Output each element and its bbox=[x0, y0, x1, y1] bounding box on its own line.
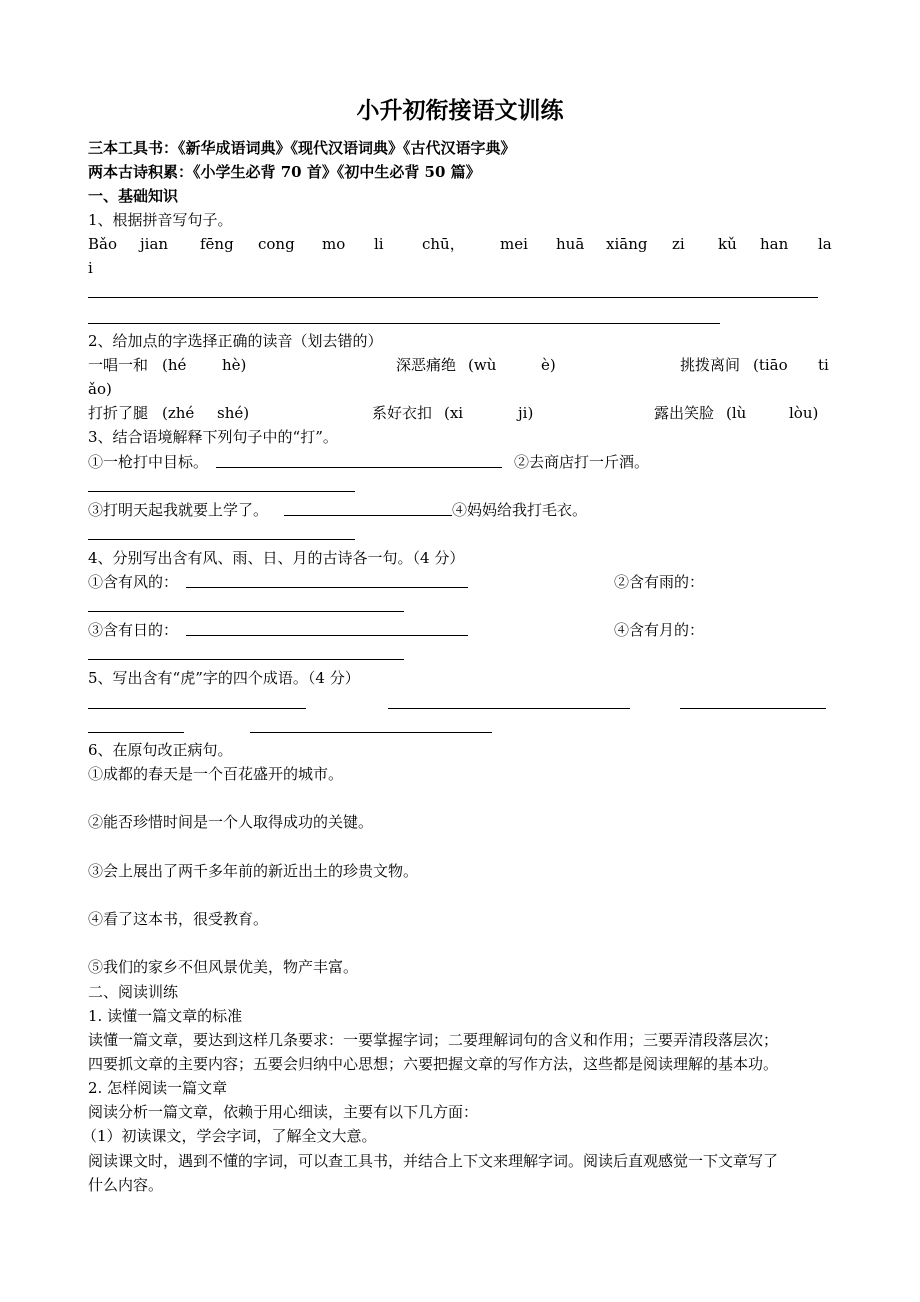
q4-sun-answer-line[interactable] bbox=[186, 635, 468, 636]
reading-heading-2: 2. 怎样阅读一篇文章 bbox=[88, 1079, 228, 1097]
q4-sun-label: ③含有日的： bbox=[88, 621, 179, 639]
section-reading-training: 二、阅读训练 bbox=[88, 983, 179, 1001]
q5-prompt: 5、写出含有“虎”字的四个成语。（4 分） bbox=[88, 669, 360, 687]
q3-answer-line-1[interactable] bbox=[216, 467, 502, 468]
pinyin-syllable: cong bbox=[258, 235, 295, 253]
q2-reading-option[interactable]: (tiāo bbox=[753, 356, 788, 374]
q3-answer-line-3[interactable] bbox=[284, 515, 452, 516]
q3-answer-line-4[interactable] bbox=[88, 539, 355, 540]
q4-moon-label: ④含有月的： bbox=[614, 621, 705, 639]
q1-prompt: 1、根据拼音写句子。 bbox=[88, 211, 233, 229]
pinyin-syllable: Bǎo bbox=[88, 235, 117, 253]
pinyin-syllable: xiāng bbox=[606, 235, 648, 253]
q2-word: 打折了腿 bbox=[88, 404, 149, 422]
q3-sentence-2: ②去商店打一斤酒。 bbox=[514, 453, 650, 471]
q6-sentence: ①成都的春天是一个百花盛开的城市。 bbox=[88, 765, 344, 783]
q2-reading-option[interactable]: (hé bbox=[162, 356, 187, 374]
pinyin-syllable: mei bbox=[500, 235, 528, 253]
q6-sentence: ⑤我们的家乡不但风景优美，物产丰富。 bbox=[88, 958, 359, 976]
pinyin-syllable: jian bbox=[140, 235, 169, 253]
reading-paragraph: 什么内容。 bbox=[88, 1176, 164, 1194]
q3-sentence-1: ①一枪打中目标。 bbox=[88, 453, 209, 471]
pinyin-syllable: la bbox=[818, 235, 832, 253]
pinyin-syllable: i bbox=[88, 259, 93, 277]
q6-sentence: ④看了这本书，很受教育。 bbox=[88, 910, 269, 928]
reading-heading-1: 1. 读懂一篇文章的标准 bbox=[88, 1007, 243, 1025]
q4-wind-answer-line[interactable] bbox=[186, 587, 468, 588]
q2-reading-option-cont: ǎo) bbox=[88, 380, 112, 398]
pinyin-syllable: kǔ bbox=[718, 235, 737, 253]
pinyin-syllable: mo bbox=[322, 235, 346, 253]
reading-paragraph: 读懂一篇文章，要达到这样几条要求：一要掌握字词；二要理解词句的含义和作用；三要弄清段落层次； bbox=[88, 1031, 779, 1049]
q1-answer-line-1[interactable] bbox=[88, 297, 818, 298]
q3-sentence-3: ③打明天起我就要上学了。 bbox=[88, 501, 269, 519]
q4-prompt: 4、分别写出含有风、雨、日、月的古诗各一句。（4 分） bbox=[88, 549, 465, 567]
pinyin-syllable: chū， bbox=[422, 235, 465, 253]
reading-subheading: （1）初读课文，学会字词，了解全文大意。 bbox=[82, 1127, 377, 1145]
reading-paragraph: 阅读分析一篇文章，依赖于用心细读，主要有以下几方面： bbox=[88, 1103, 479, 1121]
q5-answer-line-1[interactable] bbox=[88, 708, 306, 709]
q2-prompt: 2、给加点的字选择正确的读音（划去错的） bbox=[88, 332, 383, 350]
tools-line: 三本工具书：《新华成语词典》《现代汉语词典》《古代汉语字典》 bbox=[88, 139, 516, 157]
poems-line: 两本古诗积累：《小学生必背 70 首》《初中生必背 50 篇》 bbox=[88, 163, 481, 181]
pinyin-syllable: zi bbox=[672, 235, 685, 253]
pinyin-syllable: han bbox=[760, 235, 789, 253]
reading-paragraph: 四要抓文章的主要内容；五要会归纳中心思想；六要把握文章的写作方法，这些都是阅读理解的基本功。 bbox=[88, 1055, 779, 1073]
q1-answer-line-2[interactable] bbox=[88, 323, 720, 324]
q5-answer-line-3[interactable] bbox=[680, 708, 826, 709]
q2-reading-option[interactable]: è) bbox=[541, 356, 556, 374]
pinyin-syllable: li bbox=[374, 235, 384, 253]
q2-reading-option[interactable]: ji) bbox=[518, 404, 534, 422]
q2-word: 一唱一和 bbox=[88, 356, 149, 374]
q2-word: 系好衣扣 bbox=[372, 404, 433, 422]
q5-answer-line-4[interactable] bbox=[250, 732, 492, 733]
q4-wind-label: ①含有风的： bbox=[88, 573, 179, 591]
q2-reading-option[interactable]: lòu) bbox=[789, 404, 819, 422]
q4-rain-label: ②含有雨的： bbox=[614, 573, 705, 591]
reading-paragraph: 阅读课文时，遇到不懂的字词，可以查工具书，并结合上下文来理解字词。阅读后直观感觉一下文章写了 bbox=[88, 1152, 779, 1170]
q5-answer-line-3-cont[interactable] bbox=[88, 732, 184, 733]
q2-word: 露出笑脸 bbox=[654, 404, 715, 422]
q3-answer-line-2[interactable] bbox=[88, 491, 355, 492]
q6-prompt: 6、在原句改正病句。 bbox=[88, 741, 233, 759]
q2-word: 深恶痛绝 bbox=[396, 356, 457, 374]
q2-reading-option[interactable]: (wù bbox=[468, 356, 497, 374]
q3-sentence-4: ④妈妈给我打毛衣。 bbox=[452, 501, 588, 519]
q2-reading-option[interactable]: ti bbox=[818, 356, 829, 374]
q3-prompt: 3、结合语境解释下列句子中的“打”。 bbox=[88, 428, 338, 446]
q2-reading-option[interactable]: (zhé bbox=[162, 404, 195, 422]
q2-word: 挑拨离间 bbox=[680, 356, 741, 374]
q4-moon-answer-line[interactable] bbox=[88, 659, 404, 660]
q2-reading-option[interactable]: (lù bbox=[726, 404, 747, 422]
q2-reading-option[interactable]: hè) bbox=[222, 356, 247, 374]
pinyin-syllable: huā bbox=[556, 235, 585, 253]
q6-sentence: ③会上展出了两千多年前的新近出土的珍贵文物。 bbox=[88, 862, 419, 880]
q2-reading-option[interactable]: shé) bbox=[217, 404, 250, 422]
q6-sentence: ②能否珍惜时间是一个人取得成功的关键。 bbox=[88, 813, 374, 831]
section-basic-knowledge: 一、基础知识 bbox=[88, 187, 179, 205]
q2-reading-option[interactable]: (xi bbox=[444, 404, 464, 422]
q5-answer-line-2[interactable] bbox=[388, 708, 630, 709]
page-title: 小升初衔接语文训练 bbox=[356, 97, 564, 124]
pinyin-syllable: fēng bbox=[200, 235, 234, 253]
q4-rain-answer-line[interactable] bbox=[88, 611, 404, 612]
